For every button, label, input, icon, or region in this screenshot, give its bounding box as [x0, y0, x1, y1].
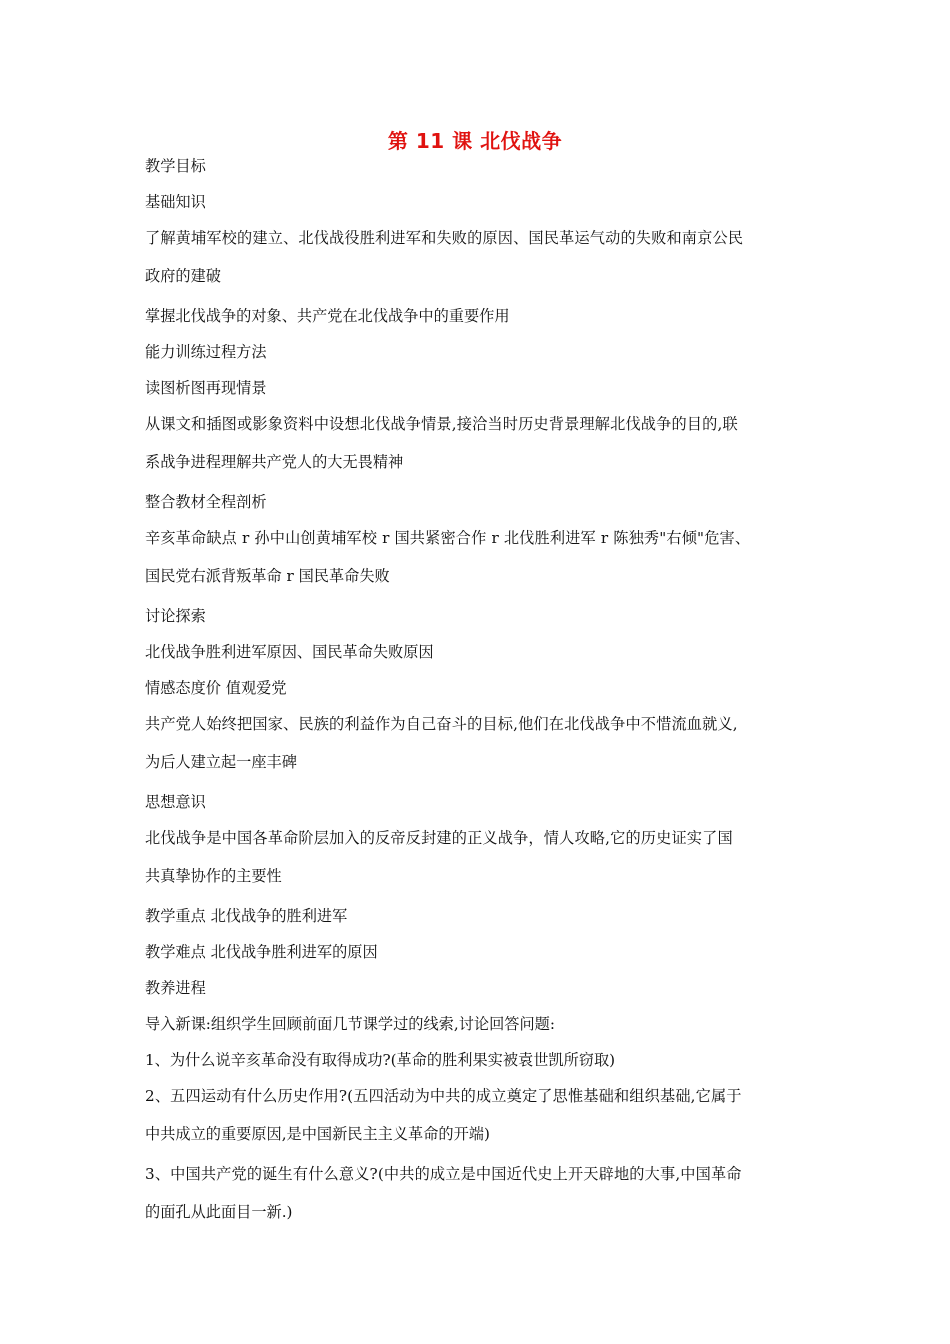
- document-body: [145, 148, 815, 1234]
- heading-integrate-materials: 整合教材全程剖析: [145, 493, 267, 511]
- heading-teaching-process: 教养进程: [145, 979, 206, 997]
- teaching-key-point: 教学重点 北伐战争的胜利进军: [145, 907, 348, 925]
- question-item-continued: 中共成立的重要原因,是中国新民主主义革命的开端): [145, 1125, 490, 1143]
- heading-emotion-attitude: 情感态度价 值观爱党: [145, 679, 287, 697]
- paragraph-line: 从课文和插图或影象资料中设想北伐战争情景,接洽当时历史背景理解北伐战争的目的,联: [145, 415, 738, 433]
- paragraph-line: 辛亥革命缺点 r 孙中山创黄埔军校 r 国共紧密合作 r 北伐胜利进军 r 陈独秀"右倾"危害、: [145, 529, 751, 547]
- paragraph-line: 国民党右派背叛革命 r 国民革命失败: [145, 567, 390, 585]
- paragraph-line: 北伐战争胜利进军原因、国民革命失败原因: [145, 643, 434, 661]
- paragraph-line: 导入新课:组织学生回顾前面几节课学过的线索,讨论回答问题:: [145, 1015, 555, 1033]
- paragraph-line: 政府的建破: [145, 267, 221, 285]
- question-item-continued: 的面孔从此面目一新.): [145, 1203, 293, 1221]
- heading-discussion: 讨论探索: [145, 607, 206, 625]
- paragraph-line: 为后人建立起一座丰碑: [145, 753, 297, 771]
- question-item: 3、中国共产党的诞生有什么意义?(中共的成立是中国近代史上开天辟地的大事,中国革命: [145, 1165, 742, 1183]
- heading-read-images: 读图析图再现情景: [145, 379, 267, 397]
- paragraph-line: 了解黄埔军校的建立、北伐战役胜利进军和失败的原因、国民革运气动的失败和南京公民: [145, 229, 744, 247]
- paragraph-line: 北伐战争是中国各革命阶层加入的反帝反封建的正义战争，情人攻略,它的历史证实了国: [145, 829, 733, 847]
- heading-ideology: 思想意识: [145, 793, 206, 811]
- question-item: 1、为什么说辛亥革命没有取得成功?(革命的胜利果实被袁世凯所窃取): [145, 1051, 616, 1069]
- heading-teaching-goals: 教学目标: [145, 157, 206, 175]
- lesson-title: 第 11 课 北伐战争: [387, 129, 563, 153]
- paragraph-line: 共产党人始终把国家、民族的利益作为自己奋斗的目标,他们在北伐战争中不惜流血就义,: [145, 715, 738, 733]
- paragraph-line: 系战争进程理解共产党人的大无畏精神: [145, 453, 404, 471]
- question-item: 2、五四运动有什么历史作用?(五四活动为中共的成立奠定了思惟基础和组织基础,它属于: [145, 1087, 742, 1105]
- heading-ability-training: 能力训练过程方法: [145, 343, 267, 361]
- paragraph-line: 掌握北伐战争的对象、共产党在北伐战争中的重要作用: [145, 307, 510, 325]
- heading-basic-knowledge: 基础知识: [145, 193, 206, 211]
- paragraph-line: 共真挚协作的主要性: [145, 867, 282, 885]
- teaching-difficulty: 教学难点 北伐战争胜利进军的原因: [145, 943, 378, 961]
